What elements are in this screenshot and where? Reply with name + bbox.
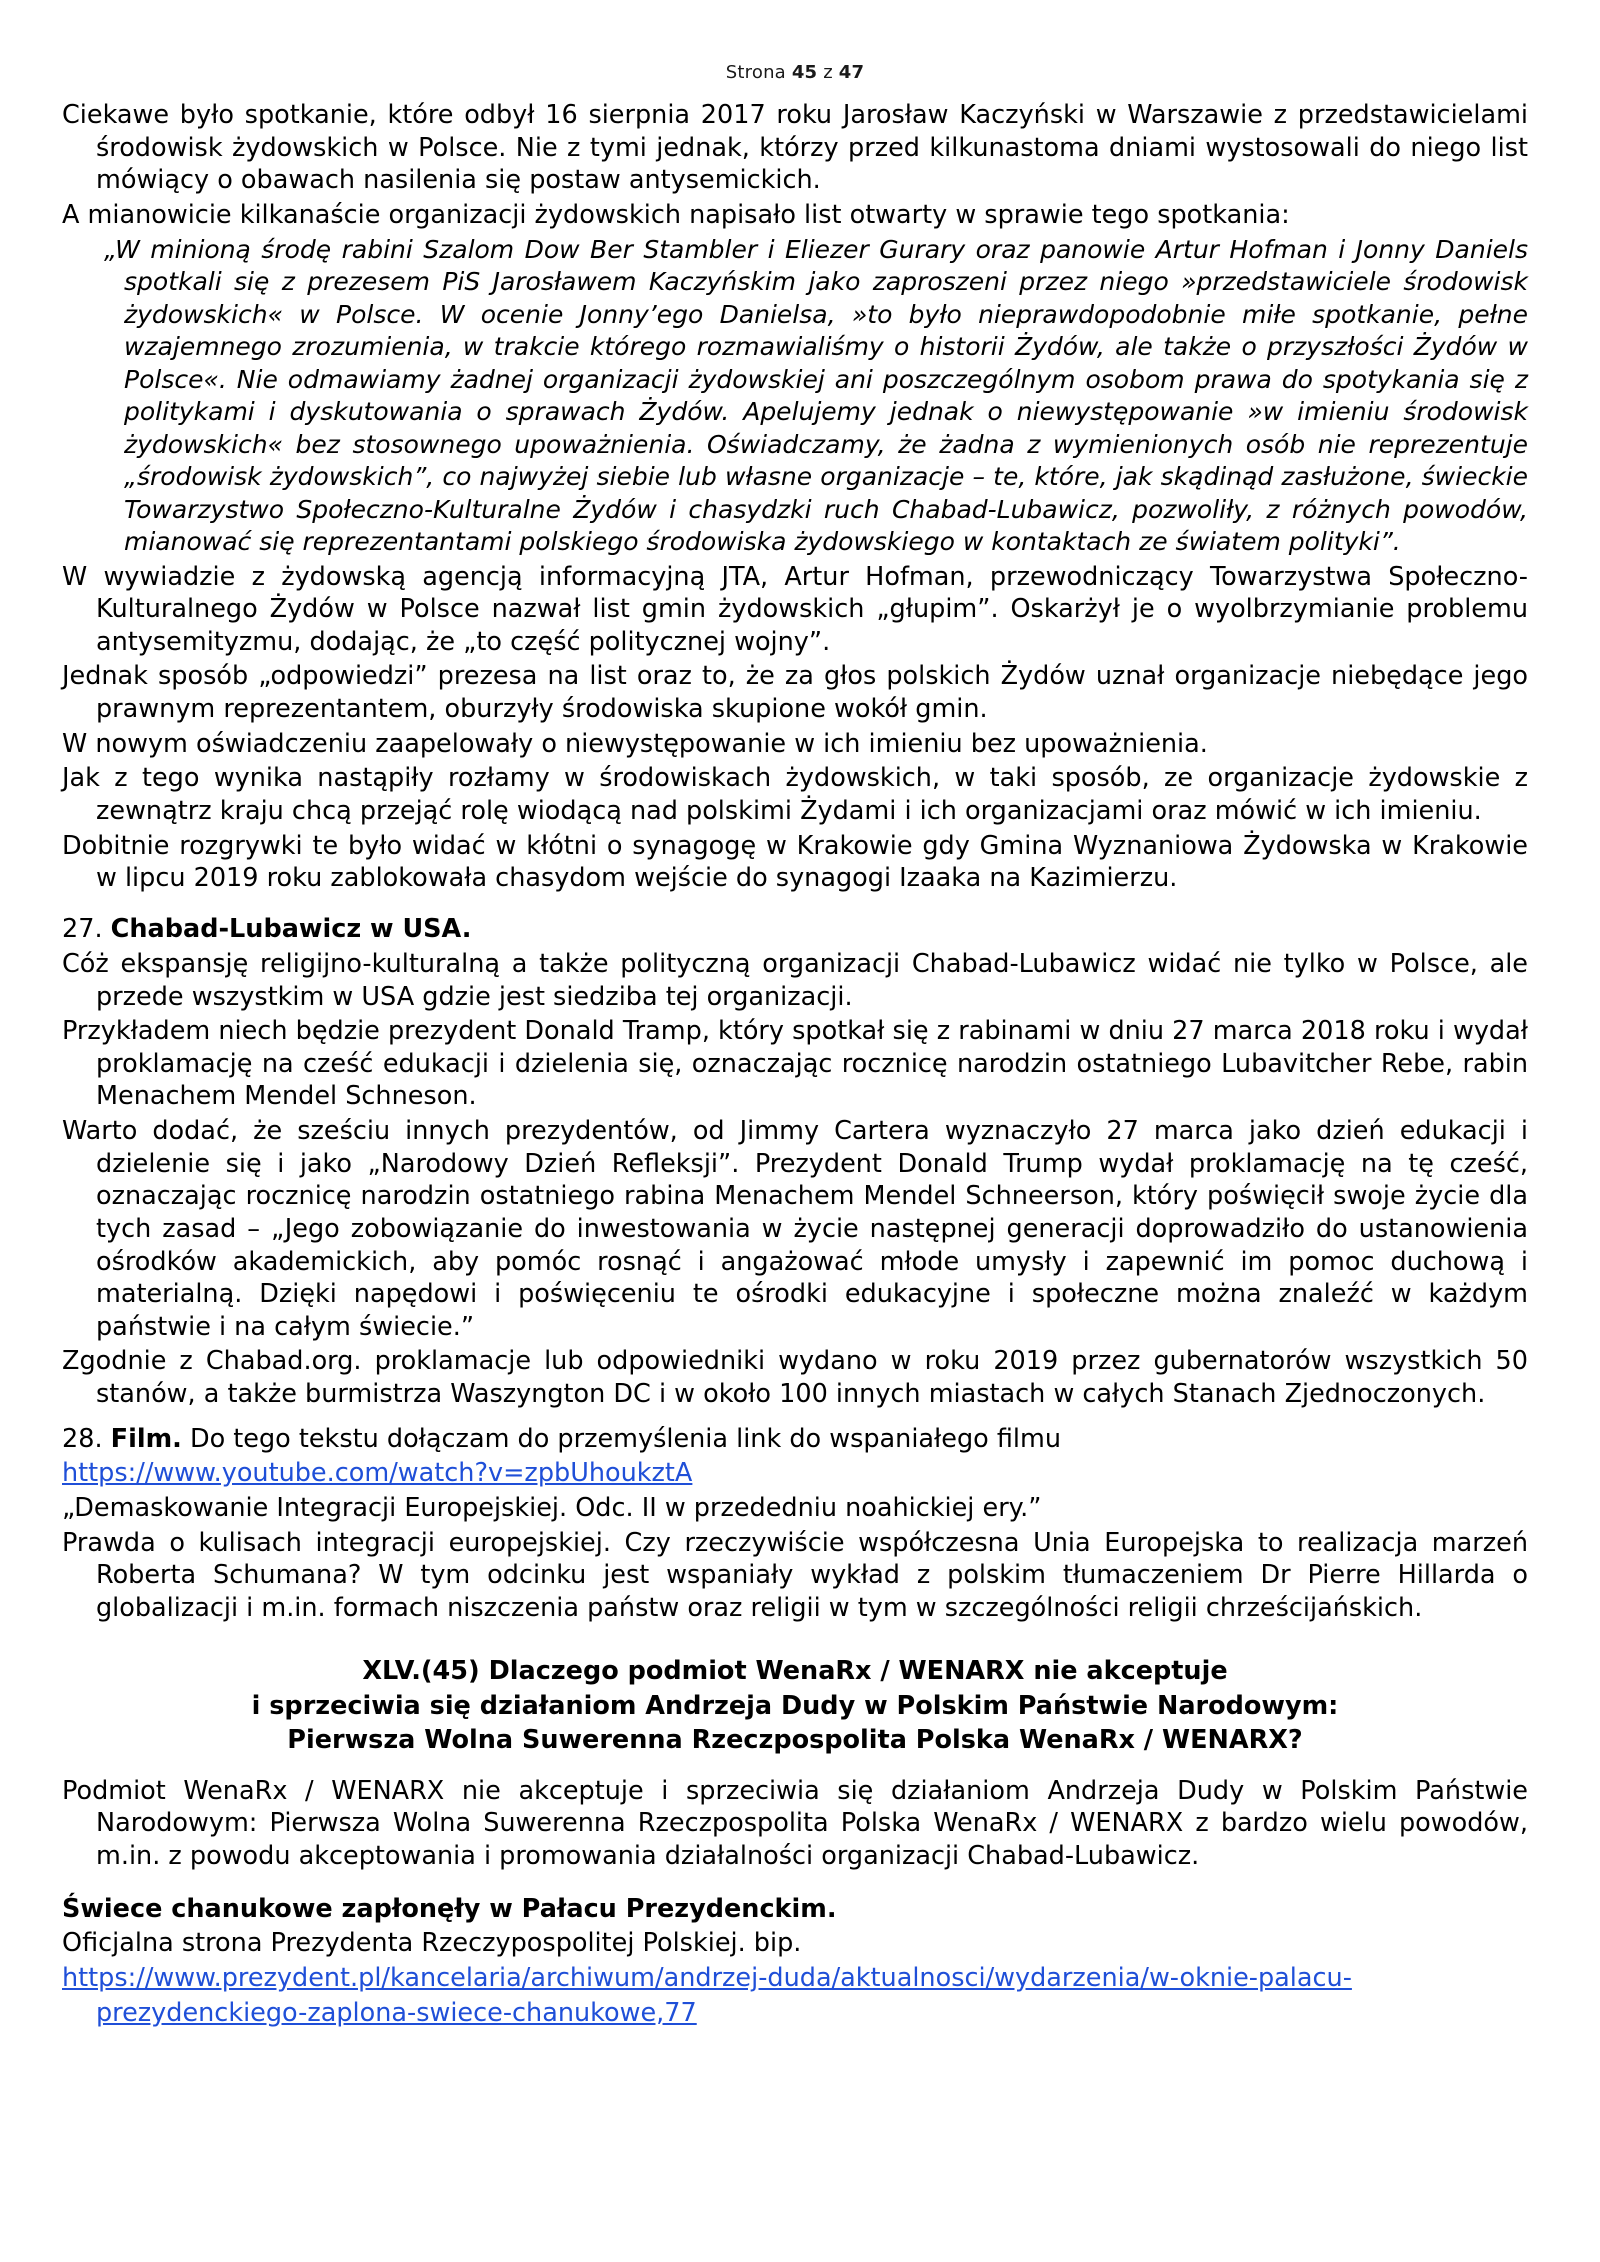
- paragraph-5: W nowym oświadczeniu zaapelowały o niewystępowanie w ich imieniu bez upoważnienia.: [62, 728, 1208, 759]
- paragraph-10: Warto dodać, że sześciu innych prezydentów, od Jimmy Cartera wyznaczyło 27 marca jako dzień edukacji i dzielenie się i jako „Narodowy Dzień Refleksji”. Prezydent Donald Trump wydał proklamację na tę cześć, oznaczając rocznicę narodzin ostatniego rabina Menachem Mendel Schneerson, który poświęcił swoje życie dla tych zasad – „Jego zobowiązanie do inwestowania w życie następnej generacji doprowadziło do ustanowienia ośrodków akademickich, aby pomóc rosnąć i angażować młode umysły i zapewnić im pomoc duchową i materialną. Dzięki napędowi i poświęceniu te ośrodki edukacyjne i społeczne można znaleźć w każdym państwie i na całym świecie.”: [62, 1116, 1528, 1342]
- paragraph-1: Ciekawe było spotkanie, które odbył 16 sierpnia 2017 roku Jarosław Kaczyński w Warszawie z przedstawicielami środowisk żydowskich w Polsce. Nie z tymi jednak, którzy przed kilkunastoma dniami wystosowali do niego list mówiący o obawach nasilenia się postaw antysemickich.: [62, 100, 1528, 196]
- page-header-prefix: Strona: [725, 62, 792, 83]
- chapter-heading-line-3: Pierwsza Wolna Suwerenna Rzeczpospolita Polska WenaRx / WENARX?: [287, 1724, 1303, 1755]
- paragraph-13: Prawda o kulisach integracji europejskiej. Czy rzeczywiście współczesna Unia Europejska to realizacja marzeń Roberta Schumana? W tym odcinku jest wspaniały wykład z polskim tłumaczeniem Dr Pierre Hillarda o globalizacji i m.in. formach niszczenia państw oraz religii w tym w szczególności religii chrześcijańskich.: [62, 1527, 1528, 1623]
- prezydent-link-row-2: [62, 1997, 1528, 2030]
- page-header-number: 45: [791, 62, 818, 83]
- paragraph-11: Zgodnie z Chabad.org. proklamacje lub odpowiedniki wydano w roku 2019 przez gubernatorów wszystkich 50 stanów, a także burmistrza Waszyngton DC i w około 100 innych miastach w całych Stanach Zjednoczonych.: [62, 1346, 1528, 1410]
- prezydent-link-part-2[interactable]: prezydenckiego-zaplona-swiece-chanukowe,77: [96, 1997, 697, 2028]
- paragraph-14: Podmiot WenaRx / WENARX nie akceptuje i sprzeciwia się działaniom Andrzeja Dudy w Polskim Państwie Narodowym: Pierwsza Wolna Suwerenna Rzeczpospolita Polska WenaRx / WENARX z bardzo wielu powodów, m.in. z powodu akceptowania i promowania działalności organizacji Chabad-Lubawicz.: [62, 1775, 1528, 1872]
- paragraph-3: W wywiadzie z żydowską agencją informacyjną JTA, Artur Hofman, przewodniczący Towarzystwa Społeczno-Kulturalnego Żydów w Polsce nazwał list gmin żydowskich „głupim”. Oskarżył je o wyolbrzymianie problemu antysemityzmu, dodając, że „to część politycznej wojny”.: [62, 561, 1528, 657]
- section-28-text: Do tego tekstu dołączam do przemyślenia link do wspaniałego filmu: [181, 1423, 1062, 1454]
- page-header: [62, 62, 1528, 83]
- spacer: [62, 1413, 1528, 1423]
- page-header-middle: z: [817, 62, 839, 83]
- chapter-heading-line-2: i sprzeciwia się działaniom Andrzeja Dudy w Polskim Państwie Narodowym:: [251, 1690, 1339, 1721]
- open-letter-quote: „W minioną środę rabini Szalom Dow Ber Stambler i Eliezer Gurary oraz panowie Artur Hofman i Jonny Daniels spotkali się z prezesem PiS Jarosławem Kaczyńskim jako zaproszeni przez niego »przedstawiciele środowisk żydowskich« w Polsce. W ocenie Jonny’ego Danielsa, »to było nieprawdopodobnie miłe spotkanie, pełne wzajemnego zrozumienia, w trakcie którego rozmawialiśmy o historii Żydów, ale także o przyszłości Żydów w Polsce«. Nie odmawiamy żadnej organizacji żydowskiej ani poszczególnym osobom prawa do spotykania się z politykami i dyskutowania o sprawach Żydów. Apelujemy jednak o niewystępowanie »w imieniu środowisk żydowskich« bez stosownego upoważnienia. Oświadczamy, że żadna z wymienionych osób nie reprezentuje „środowisk żydowskich”, co najwyżej siebie lub własne organizacje – te, które, jak skądinąd zasłużone, świeckie Towarzystwo Społeczno-Kulturalne Żydów i chasydzki ruch Chabad-Lubawicz, pozwoliły, z różnych powodów, mianować się reprezentantami polskiego środowiska żydowskiego w kontaktach ze światem polityki”.: [104, 234, 1528, 556]
- section-28-number: 28.: [62, 1423, 111, 1454]
- youtube-link[interactable]: https://www.youtube.com/watch?v=zpbUhoukztA: [62, 1458, 693, 1489]
- paragraph-12: „Demaskowanie Integracji Europejskiej. Odc. II w przededniu noahickiej ery.”: [62, 1492, 1042, 1523]
- section-heading-27: [62, 913, 1528, 946]
- paragraph-9: Przykładem niech będzie prezydent Donald Tramp, który spotkał się z rabinami w dniu 27 marca 2018 roku i wydał proklamację na cześć edukacji i dzielenia się, oznaczając rocznicę narodzin ostatniego Lubavitcher Rebe, rabin Menachem Mendel Schneson.: [62, 1016, 1528, 1112]
- section-28-title: Film.: [110, 1423, 182, 1454]
- section-27-number: 27.: [62, 913, 111, 944]
- prezydent-link-row-1: [62, 1962, 1528, 1995]
- prezydent-link-part-1[interactable]: https://www.prezydent.pl/kancelaria/archiwum/andrzej-duda/aktualnosci/wydarzenia/w-oknie-palacu-: [62, 1962, 1352, 1993]
- chapter-heading-block: [62, 1654, 1528, 1756]
- subheading-candles: Świece chanukowe zapłonęły w Pałacu Prezydenckim.: [62, 1893, 837, 1924]
- section-heading-28: [62, 1423, 1528, 1456]
- page-header-total: 47: [838, 62, 865, 83]
- paragraph-7: Dobitnie rozgrywki te było widać w kłótni o synagogę w Krakowie gdy Gmina Wyznaniowa Żydowska w Krakowie w lipcu 2019 roku zablokowała chasydom wejście do synagogi Izaaka na Kazimierzu.: [62, 830, 1528, 894]
- chapter-heading-line-1: XLV.(45) Dlaczego podmiot WenaRx / WENARX nie akceptuje: [362, 1656, 1228, 1687]
- section-27-title: Chabad-Lubawicz w USA.: [110, 913, 472, 944]
- youtube-link-row: [62, 1457, 1528, 1490]
- paragraph-2: A mianowicie kilkanaście organizacji żydowskich napisało list otwarty w sprawie tego spotkania:: [62, 199, 1290, 230]
- paragraph-15: Oficjalna strona Prezydenta Rzeczypospolitej Polskiej. bip.: [62, 1928, 802, 1959]
- paragraph-4: Jednak sposób „odpowiedzi” prezesa na list oraz to, że za głos polskich Żydów uznał organizacje niebędące jego prawnym reprezentantem, oburzyły środowiska skupione wokół gmin.: [62, 661, 1528, 724]
- paragraph-6: Jak z tego wynika nastąpiły rozłamy w środowiskach żydowskich, w taki sposób, ze organizacje żydowskie z zewnątrz kraju chcą przejąć rolę wiodącą nad polskimi Żydami i ich organizacjami oraz mówić w ich imieniu.: [62, 763, 1528, 826]
- paragraph-8: Cóż ekspansję religijno-kulturalną a także polityczną organizacji Chabad-Lubawicz widać nie tylko w Polsce, ale przede wszystkim w USA gdzie jest siedziba tej organizacji.: [62, 948, 1528, 1012]
